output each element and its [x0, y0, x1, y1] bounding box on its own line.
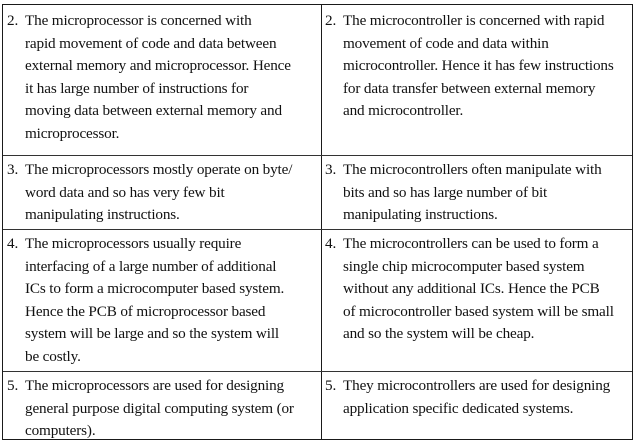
cell-line: external memory and microprocessor. Hence: [25, 57, 291, 75]
cell-line: application specific dedicated systems.: [343, 399, 574, 417]
cell-line: it has large number of instructions for: [25, 79, 249, 97]
cell-line: bits and so has large number of bit: [343, 183, 548, 201]
row-4-microprocessor-cell: [7, 233, 319, 369]
row-2-microprocessor-cell: [7, 10, 319, 146]
row-number: 5.: [7, 377, 19, 394]
row-3-microcontroller-cell: [325, 159, 631, 227]
row-5-microcontroller-cell: [325, 375, 631, 420]
cell-line: of microcontroller based system will be small: [343, 302, 614, 320]
cell-line: for data transfer between external memory: [343, 79, 596, 97]
cell-line: microcontroller. Hence it has few instructions: [343, 57, 614, 75]
row-number: 3.: [7, 161, 19, 178]
row-divider-1: [3, 155, 632, 156]
cell-line: The microcontrollers often manipulate with: [343, 161, 602, 178]
cell-line: without any additional ICs. Hence the PCB: [343, 280, 600, 298]
row-3-microprocessor-cell: [7, 159, 319, 227]
cell-line: The microprocessor is concerned with: [25, 12, 252, 29]
cell-line: The microprocessors mostly operate on byte/: [25, 161, 293, 178]
cell-line: be costly.: [25, 347, 81, 365]
row-number: 2.: [325, 12, 337, 29]
cell-line: single chip microcomputer based system: [343, 257, 585, 275]
row-5-microprocessor-cell: [7, 375, 319, 443]
cell-line: interfacing of a large number of additional: [25, 257, 277, 275]
row-number: 3.: [325, 161, 337, 178]
cell-line: The microprocessors usually require: [25, 235, 242, 252]
row-2-microcontroller-cell: [325, 10, 631, 123]
cell-line: computers).: [25, 422, 96, 440]
row-divider-3: [3, 371, 632, 372]
row-number: 2.: [7, 12, 19, 29]
cell-line: The microcontrollers can be used to form a: [343, 235, 599, 252]
cell-line: system will be large and so the system will: [25, 325, 279, 343]
comparison-table: [2, 4, 633, 440]
cell-line: Hence the PCB of microprocessor based: [25, 302, 266, 320]
cell-line: manipulating instructions.: [25, 206, 180, 224]
cell-line: general purpose digital computing system (or: [25, 399, 294, 417]
cell-line: ICs to form a microcomputer based system.: [25, 280, 285, 298]
row-number: 4.: [325, 235, 337, 252]
column-divider: [321, 5, 322, 439]
cell-line: word data and so has very few bit: [25, 183, 225, 201]
cell-line: moving data between external memory and: [25, 102, 282, 120]
cell-line: movement of code and data within: [343, 34, 549, 52]
row-divider-2: [3, 229, 632, 230]
cell-line: microprocessor.: [25, 124, 120, 142]
cell-line: The microcontroller is concerned with rapid: [343, 12, 605, 29]
cell-line: The microprocessors are used for designing: [25, 377, 284, 394]
cell-line: They microcontrollers are used for designing: [343, 377, 611, 394]
cell-line: and microcontroller.: [343, 102, 464, 120]
cell-line: manipulating instructions.: [343, 206, 498, 224]
cell-line: and so the system will be cheap.: [343, 325, 535, 343]
row-number: 4.: [7, 235, 19, 252]
cell-line: rapid movement of code and data between: [25, 34, 277, 52]
row-number: 5.: [325, 377, 337, 394]
row-4-microcontroller-cell: [325, 233, 631, 346]
